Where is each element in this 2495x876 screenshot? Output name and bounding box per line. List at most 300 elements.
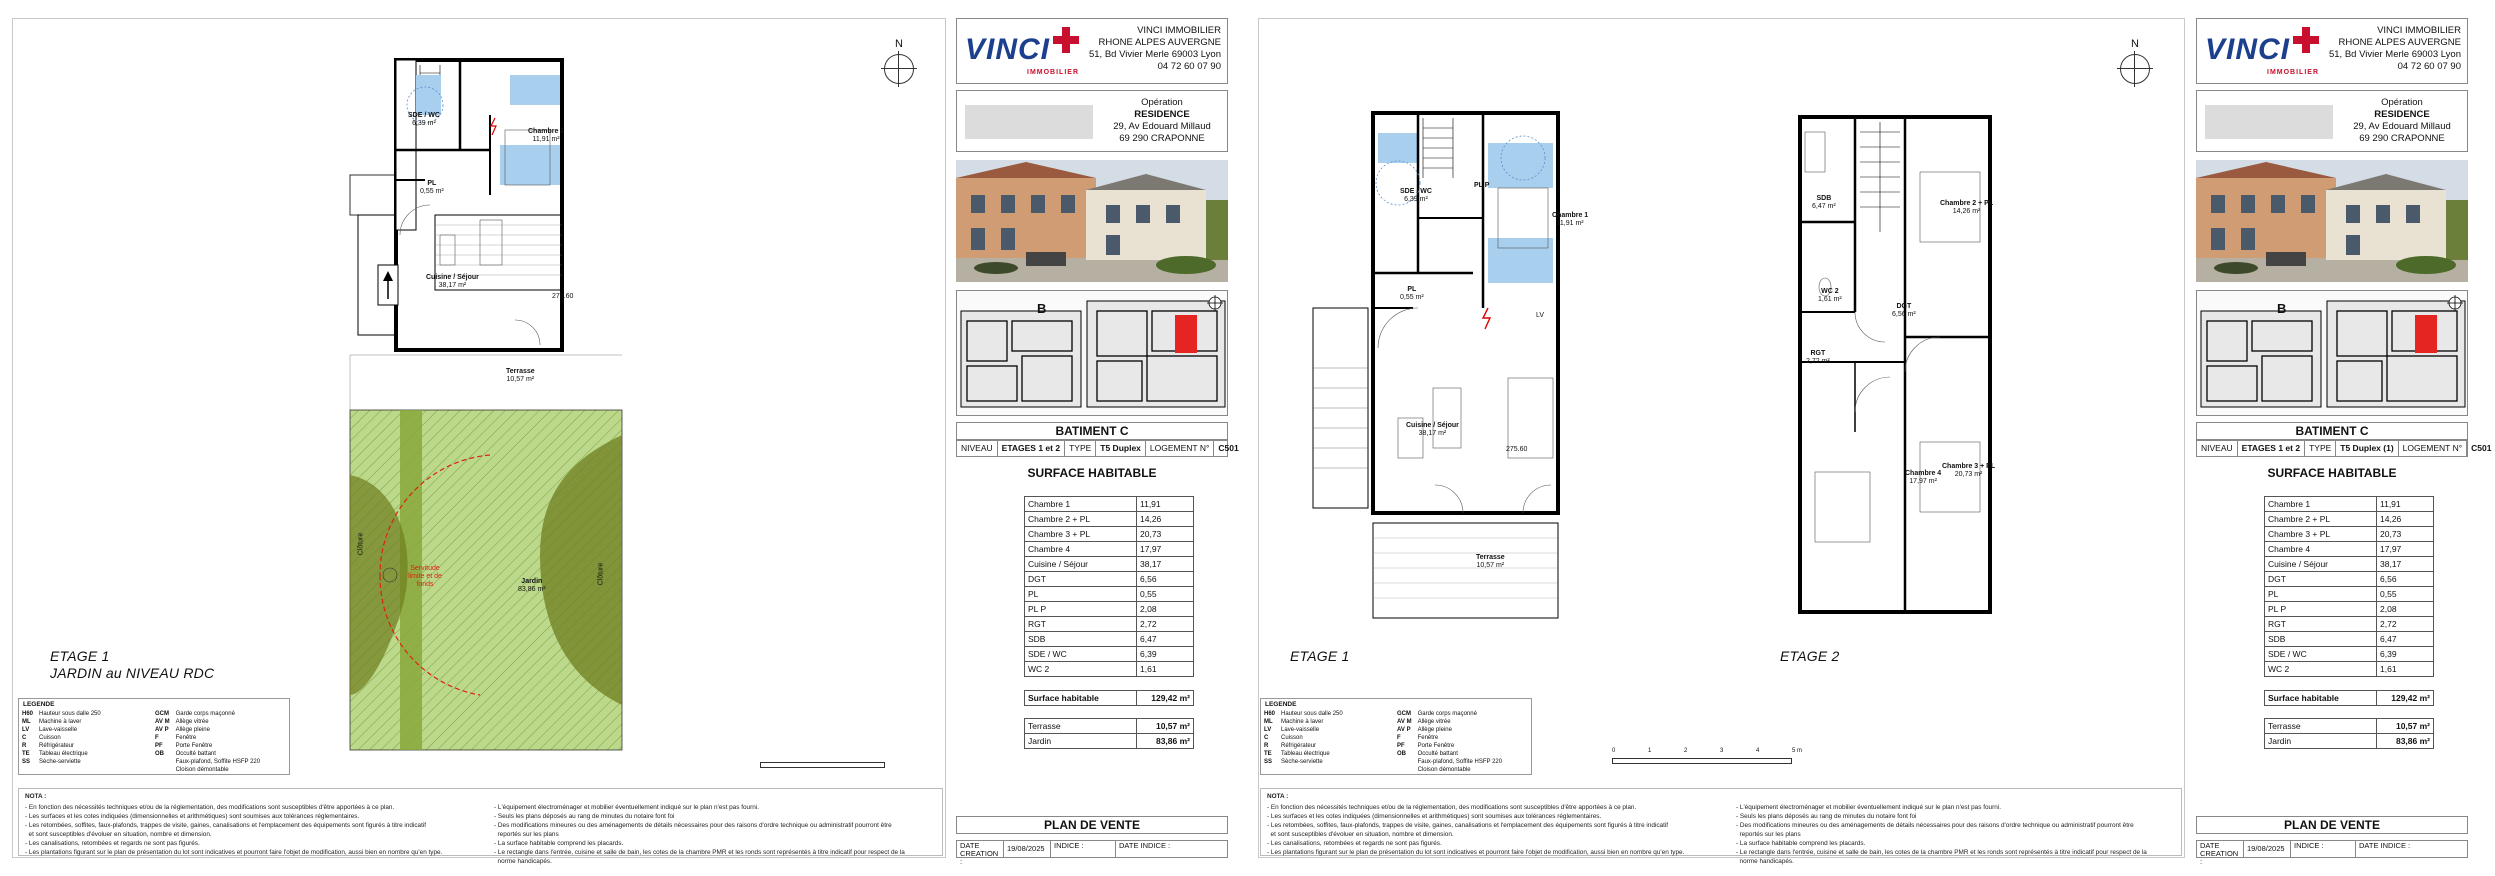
legend-desc: Garde corps maçonné xyxy=(175,711,235,717)
notes-2-right xyxy=(1736,803,2178,866)
legend-desc xyxy=(36,766,152,774)
surface-title: SURFACE HABITABLE xyxy=(2267,466,2397,480)
legend-desc: Faux-plafond, Soffite HSFP 220 xyxy=(175,759,261,765)
room-name: PL xyxy=(1025,587,1137,602)
room-name: Chambre 4 xyxy=(2265,542,2377,557)
legend-code: GCM xyxy=(1397,711,1412,717)
legend-2-title: LEGENDE xyxy=(1265,701,1297,708)
legend-row xyxy=(19,718,263,726)
operation-info xyxy=(2337,97,2467,145)
legend-code: TE xyxy=(1264,751,1272,757)
vinci-logo: VINCI xyxy=(2205,33,2291,66)
residence-photo xyxy=(956,160,1228,282)
room-name: Chambre 3 + PL xyxy=(1025,527,1137,542)
p1-ch1-name: Chambre 1 xyxy=(528,128,565,135)
building-title: BATIMENT C xyxy=(956,422,1228,440)
surface-row xyxy=(2265,662,2434,677)
legend-title: LEGENDE xyxy=(23,701,55,708)
legend-desc: Faux-plafond, Soffite HSFP 220 xyxy=(1417,759,1503,765)
surface-row xyxy=(1025,587,1194,602)
surface-total-value: 129,42 m² xyxy=(2377,691,2434,706)
surface-table xyxy=(2264,496,2434,677)
legend-code: F xyxy=(1397,735,1401,741)
legend-code: R xyxy=(1264,743,1269,749)
legend-desc: Cuisson xyxy=(1281,735,1303,741)
annex-name: Jardin xyxy=(2265,734,2377,749)
room-area: 0,55 xyxy=(2377,587,2434,602)
legend-code: TE xyxy=(22,751,30,757)
surface-total-table xyxy=(2264,690,2434,706)
p2-sde-name: SDE / WC xyxy=(1400,188,1432,195)
surface-row xyxy=(1025,512,1194,527)
legend-desc: Réfrigérateur xyxy=(39,743,75,749)
vinci-logo-sub: IMMOBILIER xyxy=(2267,69,2319,76)
logement-value: C501 xyxy=(2471,443,2492,453)
room-area: 2,08 xyxy=(2377,602,2434,617)
annex-row xyxy=(2265,719,2434,734)
p1-terrasse-name: Terrasse xyxy=(506,368,535,375)
building-title: BATIMENT C xyxy=(2196,422,2468,440)
company-address xyxy=(1089,25,1221,73)
date-creation-value: 19/08/2025 xyxy=(1004,841,1051,857)
p3-ch2-area: 14,26 m² xyxy=(1952,208,1981,215)
operation-address1: 29, Av Edouard Millaud xyxy=(2353,121,2451,132)
note-line: et sont susceptibles d'évoluer en situation, nombre et dimension. xyxy=(25,831,212,838)
room-area: 6,56 xyxy=(1137,572,1194,587)
legend-code: LV xyxy=(22,727,30,733)
niveau-value: ETAGES 1 et 2 xyxy=(998,441,1065,456)
p3-ch4-name: Chambre 4 xyxy=(1905,470,1942,477)
legend-code: AV P xyxy=(155,727,169,733)
legend-code: AV P xyxy=(1397,727,1411,733)
surface-row xyxy=(2265,497,2434,512)
p1-terrasse-area: 10,57 m² xyxy=(506,376,535,383)
legend-1 xyxy=(18,698,290,775)
company-name: VINCI IMMOBILIER xyxy=(1137,25,1221,36)
building-infobar xyxy=(956,440,1239,457)
legend-row xyxy=(1261,766,1505,774)
p2-pl-area: 0,55 m² xyxy=(1400,294,1424,301)
p1-label-jardin xyxy=(518,578,546,594)
note-line: - La surface habitable comprend les placards. xyxy=(1736,840,1866,847)
legend-row xyxy=(1261,750,1505,758)
sheet-2 xyxy=(1240,0,2492,876)
annex-area: 83,86 m² xyxy=(1137,734,1194,749)
p1-jardin-name: Jardin xyxy=(521,578,543,585)
legend-code: OB xyxy=(155,751,165,757)
room-name: SDE / WC xyxy=(1025,647,1137,662)
legend-desc: Allège vitrée xyxy=(175,719,209,725)
legend-row xyxy=(1261,718,1505,726)
p1-label-side-left: Clôture xyxy=(357,532,365,556)
p1-ch1-area: 11,91 m² xyxy=(532,136,560,143)
p3-label-chambre4 xyxy=(1905,470,1941,486)
legend-code: GCM xyxy=(155,711,170,717)
p1-sde-name: SDE / WC xyxy=(408,112,440,119)
surface-row xyxy=(1025,542,1194,557)
surface-total-value: 129,42 m² xyxy=(1137,691,1194,706)
panel-miniplan-box xyxy=(2196,290,2468,416)
annex-table xyxy=(2264,718,2434,749)
room-name: Chambre 3 + PL xyxy=(2265,527,2377,542)
note-line: - Les canalisations, retombées et regards ne sont pas figurés. xyxy=(25,840,200,847)
surface-row xyxy=(2265,617,2434,632)
p3-sdb-name: SDB xyxy=(1816,195,1832,202)
scale-tick-label: 4 xyxy=(1756,748,1760,754)
legend-desc: Allège pleine xyxy=(175,727,210,733)
note-line: reportés sur les plans xyxy=(494,831,559,838)
p1-label-cuisine xyxy=(426,274,479,290)
p1-label-chambre1 xyxy=(528,128,564,144)
date-bar xyxy=(2196,840,2468,866)
room-area: 17,97 xyxy=(2377,542,2434,557)
room-area: 20,73 xyxy=(1137,527,1194,542)
notes-right xyxy=(494,803,939,866)
p1-label-tree-note: Servitude limite et de fonds xyxy=(408,565,442,588)
surface-row xyxy=(2265,632,2434,647)
notes-2-title: NOTA : xyxy=(1267,793,1289,800)
note-line: reportés sur les plans xyxy=(1736,831,1801,838)
operation-address2: 69 290 CRAPONNE xyxy=(1119,133,1205,144)
room-area: 6,56 xyxy=(2377,572,2434,587)
legend-code xyxy=(1394,766,1415,774)
residence-rendering xyxy=(2196,160,2468,282)
legend-code: PF xyxy=(155,743,163,749)
legend-row xyxy=(19,726,263,734)
surface-row xyxy=(1025,527,1194,542)
p2-label-sde xyxy=(1400,188,1432,204)
legend-desc: Allège vitrée xyxy=(1417,719,1451,725)
legend-desc: Porte Fenêtre xyxy=(1417,743,1455,749)
operation-address2: 69 290 CRAPONNE xyxy=(2359,133,2445,144)
company-phone: 04 72 60 07 90 xyxy=(1157,61,1221,72)
annex-name: Terrasse xyxy=(2265,719,2377,734)
note-line: - Des modifications mineures ou des aménagements de détails nécessaires pour des raisons d'ordre technique ou administratif pourront être xyxy=(1736,822,2134,829)
surface-title: SURFACE HABITABLE xyxy=(1027,466,1157,480)
surface-row xyxy=(2265,542,2434,557)
operation-address1: 29, Av Edouard Millaud xyxy=(1113,121,1211,132)
note-line: - Les surfaces et les cotes indiquées (dimensionnelles et arithmétiques) sont soumises aux tolérances réglementaires. xyxy=(25,813,360,820)
operation-name xyxy=(2337,109,2467,121)
p2-terrasse-area: 10,57 m² xyxy=(1476,562,1505,569)
sheet1-plan-subtitle: JARDIN au NIVEAU RDC xyxy=(50,665,215,681)
legend-2 xyxy=(1260,698,1532,775)
sheet2-title-etage1: ETAGE 1 xyxy=(1290,648,1350,664)
room-name: Chambre 1 xyxy=(1025,497,1137,512)
legend-desc: Hauteur sous dalle 250 xyxy=(39,711,101,717)
surface-row xyxy=(1025,572,1194,587)
sheet1-plan-title: ETAGE 1 xyxy=(50,648,110,664)
room-area: 2,72 xyxy=(2377,617,2434,632)
room-name: DGT xyxy=(2265,572,2377,587)
p3-label-rgt xyxy=(1806,350,1830,366)
note-line: norme handicapés. xyxy=(494,858,552,865)
room-name: Cuisine / Séjour xyxy=(1025,557,1137,572)
annex-area: 83,86 m² xyxy=(2377,734,2434,749)
company-address xyxy=(2329,25,2461,73)
vinci-logo-sub: IMMOBILIER xyxy=(1027,69,1079,76)
legend-code: SS xyxy=(22,759,31,765)
room-name: WC 2 xyxy=(2265,662,2377,677)
p3-rgt-name: RGT xyxy=(1810,350,1826,357)
scale-bar-2-line xyxy=(1612,758,1792,764)
date-creation-value: 19/08/2025 xyxy=(2244,841,2291,857)
legend-desc: Cuisson xyxy=(39,735,61,741)
room-name: Chambre 2 + PL xyxy=(2265,512,2377,527)
room-area: 1,61 xyxy=(1137,662,1194,677)
legend-desc: Sèche-serviette xyxy=(1281,759,1323,765)
p1-sde-area: 6,39 m² xyxy=(412,120,436,127)
p1-label-height: 275.60 xyxy=(552,293,574,300)
operation-name-text: RESIDENCE xyxy=(1134,109,1190,120)
p1-cuisine-area: 38,17 m² xyxy=(438,282,467,289)
compass-icon-2 xyxy=(2120,54,2150,84)
panel-logo-box xyxy=(2196,18,2468,84)
floor-plan-etage1 xyxy=(1308,108,1568,628)
legend-code: SS xyxy=(1264,759,1273,765)
notes-left xyxy=(25,803,475,857)
room-name: Cuisine / Séjour xyxy=(2265,557,2377,572)
surface-total-label: Surface habitable xyxy=(2265,691,2377,706)
notes-2 xyxy=(1260,788,2182,865)
p2-label-plp xyxy=(1474,182,1489,190)
surface-total-table xyxy=(1024,690,1194,706)
room-area: 38,17 xyxy=(1137,557,1194,572)
surface-row xyxy=(2265,602,2434,617)
residence-photo xyxy=(2196,160,2468,282)
legend-desc: Lave-vaisselle xyxy=(1281,727,1320,733)
surface-row xyxy=(1025,632,1194,647)
legend-code: C xyxy=(22,735,27,741)
legend-desc: Machine à laver xyxy=(1281,719,1324,725)
operation-label: Opération xyxy=(2381,97,2423,108)
vinci-chevron-icon xyxy=(2293,27,2319,53)
legend-code xyxy=(19,766,36,774)
legend-row xyxy=(19,750,263,758)
room-area: 6,47 xyxy=(1137,632,1194,647)
note-line: - Les plantations figurant sur le plan de présentation du lot sont indicatives et pourront faire l'objet de modification, aussi bien en nombre qu'en type. xyxy=(25,849,443,856)
legend-desc: Allège pleine xyxy=(1417,727,1452,733)
surface-row xyxy=(2265,572,2434,587)
p2-label-lv: LV xyxy=(1536,312,1545,319)
annex-table xyxy=(1024,718,1194,749)
legend-code xyxy=(152,758,173,766)
room-name: Chambre 2 + PL xyxy=(1025,512,1137,527)
room-name: Chambre 1 xyxy=(2265,497,2377,512)
room-area: 11,91 xyxy=(1137,497,1194,512)
note-line: - L'équipement électroménager et mobilier éventuellement indiqué sur le plan n'est pas fourni. xyxy=(494,804,759,811)
scale-bar-1 xyxy=(760,762,885,768)
note-line: - Seuls les plans déposés au rang de minutes du notaire font foi xyxy=(494,813,675,820)
legend-desc: Garde corps maçonné xyxy=(1417,711,1477,717)
date-creation-label: DATE CREATION : xyxy=(2197,841,2244,857)
legend-code xyxy=(1394,758,1415,766)
date-indice-label: DATE INDICE : xyxy=(2359,841,2411,850)
info-panel-1 xyxy=(956,0,1239,876)
legend-desc: Porte Fenêtre xyxy=(175,743,213,749)
scale-tick-label: 1 xyxy=(1648,748,1652,754)
panel-miniplan-box xyxy=(956,290,1228,416)
surface-row xyxy=(1025,602,1194,617)
legend-desc: Réfrigérateur xyxy=(1281,743,1317,749)
room-area: 20,73 xyxy=(2377,527,2434,542)
p3-ch3-area: 20,73 m² xyxy=(1954,471,1983,478)
legend-desc: Hauteur sous dalle 250 xyxy=(1281,711,1343,717)
p3-label-chambre2 xyxy=(1940,200,1993,216)
surface-table xyxy=(1024,496,1194,677)
operation-info xyxy=(1097,97,1227,145)
legend-row xyxy=(19,742,263,750)
sheet-1 xyxy=(0,0,1240,876)
north-arrow-2 xyxy=(2120,38,2150,84)
note-line: - Les retombées, soffites, faux-plafonds, trappes de visite, gaines, canalisations et l'emplacement des équipements sont figurés à titre indicatif xyxy=(25,822,427,829)
legend-row xyxy=(19,734,263,742)
type-value: T5 Duplex xyxy=(1096,441,1146,456)
scale-tick-label: 5 m xyxy=(1792,748,1803,754)
surface-total-row xyxy=(2265,691,2434,706)
plan-de-vente-title: PLAN DE VENTE xyxy=(956,816,1228,834)
p3-rgt-area: 2,72 m² xyxy=(1806,358,1830,365)
note-line: - Le rectangle dans l'entrée, cuisine et salle de bain, les cotes de la chambre PMR et les ronds sont représentés à titre indicatif pour respect de la xyxy=(1736,849,2147,856)
room-area: 11,91 xyxy=(2377,497,2434,512)
north-arrow xyxy=(884,38,914,84)
p3-label-wc2 xyxy=(1818,288,1842,304)
room-name: PL P xyxy=(1025,602,1137,617)
building-mini-plan xyxy=(957,291,1229,417)
operation-label: Opération xyxy=(1141,97,1183,108)
p2-sde-area: 6,39 m² xyxy=(1404,196,1428,203)
room-name: RGT xyxy=(1025,617,1137,632)
plan-de-vente-title: PLAN DE VENTE xyxy=(2196,816,2468,834)
p2-label-height: 275.60 xyxy=(1506,446,1528,453)
legend-desc: Tableau électrique xyxy=(1281,751,1330,757)
note-line: - En fonction des nécessités techniques et/ou de la réglementation, des modifications sont susceptibles d'être apportées à ce plan. xyxy=(25,804,395,811)
surface-row xyxy=(2265,587,2434,602)
note-line: - L'équipement électroménager et mobilier éventuellement indiqué sur le plan n'est pas fourni. xyxy=(1736,804,2001,811)
panel-logo-box xyxy=(956,18,1228,84)
room-area: 2,08 xyxy=(1137,602,1194,617)
note-line: - Seuls les plans déposés au rang de minutes du notaire font foi xyxy=(1736,813,1917,820)
note-line: - Les canalisations, retombées et regards ne sont pas figurés. xyxy=(1267,840,1442,847)
room-area: 14,26 xyxy=(2377,512,2434,527)
type-value: T5 Duplex (1) xyxy=(2336,441,2398,456)
surface-total-row xyxy=(1025,691,1194,706)
room-area: 6,39 xyxy=(2377,647,2434,662)
legend-code: ML xyxy=(22,719,31,725)
legend-desc: Machine à laver xyxy=(39,719,82,725)
building-mini-plan xyxy=(2197,291,2469,417)
room-area: 6,39 xyxy=(1137,647,1194,662)
room-area: 0,55 xyxy=(1137,587,1194,602)
vinci-logo: VINCI xyxy=(965,33,1051,66)
room-area: 1,61 xyxy=(2377,662,2434,677)
legend-code: C xyxy=(1264,735,1269,741)
p3-wc2-name: WC 2 xyxy=(1821,288,1839,295)
p2-terrasse-name: Terrasse xyxy=(1476,554,1505,561)
company-phone: 04 72 60 07 90 xyxy=(2397,61,2461,72)
annex-name: Jardin xyxy=(1025,734,1137,749)
surface-total-label: Surface habitable xyxy=(1025,691,1137,706)
legend-desc: Fenêtre xyxy=(175,735,197,741)
info-panel-2 xyxy=(2196,0,2492,876)
surface-row xyxy=(1025,497,1194,512)
legend-code: OB xyxy=(1397,751,1407,757)
p2-label-terrasse xyxy=(1476,554,1505,570)
annex-name: Terrasse xyxy=(1025,719,1137,734)
type-label: TYPE xyxy=(2305,441,2336,456)
p2-cuisine-name: Cuisine / Séjour xyxy=(1406,422,1459,429)
residence-rendering xyxy=(956,160,1228,282)
panel-operation-box xyxy=(2196,90,2468,152)
p3-label-sdb xyxy=(1812,195,1836,211)
annex-area: 10,57 m² xyxy=(2377,719,2434,734)
compass-icon xyxy=(884,54,914,84)
legend-desc: Occulté battant xyxy=(175,751,216,757)
surface-row xyxy=(1025,557,1194,572)
vinci-chevron-icon xyxy=(1053,27,1079,53)
company-region: RHONE ALPES AUVERGNE xyxy=(2338,37,2461,48)
legend-code: H60 xyxy=(1264,711,1276,717)
note-line: - La surface habitable comprend les placards. xyxy=(494,840,624,847)
room-name: PL P xyxy=(2265,602,2377,617)
legend-row xyxy=(1261,734,1505,742)
legend-code: R xyxy=(22,743,27,749)
notes-1 xyxy=(18,788,943,865)
p3-ch3-name: Chambre 3 + PL xyxy=(1942,463,1996,470)
legend-2-table xyxy=(1261,710,1505,774)
p2-ch1-name: Chambre 1 xyxy=(1552,212,1589,219)
p1-label-pl xyxy=(420,180,444,196)
note-line: - Le rectangle dans l'entrée, cuisine et salle de bain, les cotes de la chambre PMR et les ronds sont représentés à titre indicatif pour respect de la xyxy=(494,849,905,856)
operation-logo-placeholder xyxy=(2205,105,2333,139)
room-area: 6,47 xyxy=(2377,632,2434,647)
operation-name xyxy=(1097,109,1227,121)
surface-row xyxy=(1025,662,1194,677)
legend-code: LV xyxy=(1264,727,1272,733)
logement-value: C501 xyxy=(1218,443,1239,453)
note-line: - Des modifications mineures ou des aménagements de détails nécessaires pour des raisons d'ordre technique ou administratif pourront être xyxy=(494,822,892,829)
p2-pl-name: PL xyxy=(1407,286,1417,293)
legend-desc xyxy=(1278,766,1394,774)
p2-label-chambre1 xyxy=(1552,212,1588,228)
p2-cuisine-area: 38,17 m² xyxy=(1418,430,1447,437)
legend-row xyxy=(19,758,263,766)
legend-row xyxy=(19,710,263,718)
company-street: 51, Bd Vivier Merle 69003 Lyon xyxy=(2328,49,2461,60)
room-name: DGT xyxy=(1025,572,1137,587)
p1-cuisine-name: Cuisine / Séjour xyxy=(426,274,479,281)
room-name: SDE / WC xyxy=(2265,647,2377,662)
niveau-label: NIVEAU xyxy=(2197,441,2238,456)
company-street: 51, Bd Vivier Merle 69003 Lyon xyxy=(1088,49,1221,60)
p2-ch1-area: 11,91 m² xyxy=(1556,220,1584,227)
scale-tick-label: 2 xyxy=(1684,748,1688,754)
p1-label-terrasse xyxy=(506,368,535,384)
legend-desc: Cloison démontable xyxy=(175,767,229,773)
legend-row xyxy=(1261,742,1505,750)
notes-2-left xyxy=(1267,803,1717,857)
date-creation-label: DATE CREATION : xyxy=(957,841,1004,857)
surface-row xyxy=(2265,557,2434,572)
surface-row xyxy=(1025,647,1194,662)
surface-row xyxy=(2265,527,2434,542)
annex-row xyxy=(2265,734,2434,749)
room-area: 14,26 xyxy=(1137,512,1194,527)
surface-row xyxy=(2265,512,2434,527)
operation-name-text: RESIDENCE xyxy=(2374,109,2430,120)
note-line: - En fonction des nécessités techniques et/ou de la réglementation, des modifications sont susceptibles d'être apportées à ce plan. xyxy=(1267,804,1637,811)
legend-code: PF xyxy=(1397,743,1405,749)
